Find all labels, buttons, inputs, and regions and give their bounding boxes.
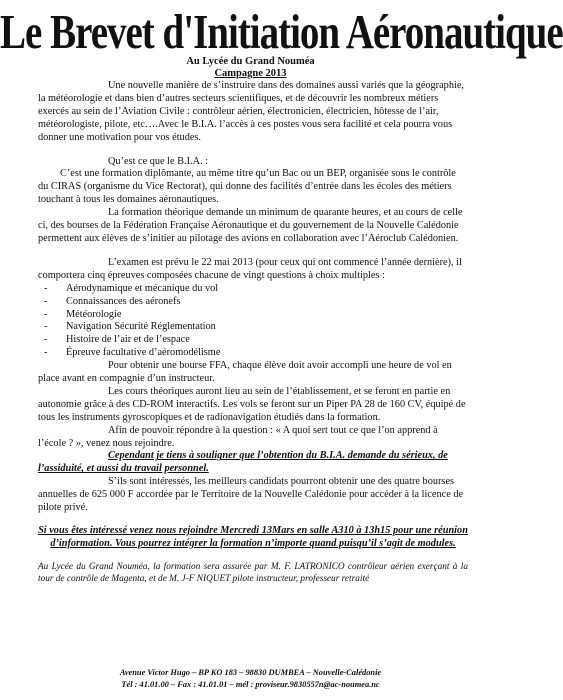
section-heading-what-is-bia: Qu’est ce que le B.I.A. : [108,155,209,167]
list-item: - Météorologie [44,309,468,322]
footer-contact: Tél : 41.01.00 – Fax : 41.01.01 – mél : proviseur.9830557n@ac-noumea.nc [121,679,380,689]
instructors-note: Au Lycée du Grand Nouméa, la formation sera assurée par M. F. LATRONICO contrôleur aérien exerçant à la tour de contrôle de Magenta, et de M. J-F NIQUET pilote instructeur, professeur retraité [38,561,468,584]
flyer-body [38,80,468,585]
list-item: - Navigation Sécurité Réglementation [44,321,468,334]
footer [0,667,501,690]
courses-paragraph: Les cours théoriques auront lieu au sein de l’établissement, et se feront en partie en autonomie grâce à des CD-ROM interactifs. Les vols se feront sur un Piper PA 28 de 160 CV, équipé de tous les instruments gyroscopiques et de radionavigation étudiés dans la formation. [38,385,466,423]
exam-subjects-list [38,283,468,360]
meeting-callout: Si vous êtes intéressé venez nous rejoindre Mercredi 13Mars en salle A310 à 13h15 pour une réunion d’information. Vous pourrez intégrer la formation n’importe quand puisqu’il s’agit de modules. [38,525,468,549]
list-item: - Connaissances des aéronefs [44,296,468,309]
scholarship-flight-paragraph: Pour obtenir une bourse FFA, chaque élève doit avoir accompli une heure de vol en place avant en compagnie d’un instructeur. [38,360,452,385]
emphasis-paragraph: Cependant je tiens à souligner que l’obtention du B.I.A. demande du sérieux, de l’assiduité, et aussi du travail personnel. [38,450,448,475]
footer-address: Avenue Victor Hugo – BP KO 183 – 98830 DUMBEA – Nouvelle-Calédonie [119,668,382,677]
list-item: - Épreuve facultative d’aéromodélisme [44,347,468,360]
page-title: Le Brevet d'Initiation Aéronautique [0,5,563,60]
school-name: Au Lycée du Grand Nouméa [186,56,315,67]
campaign-text: Campagne 2013 [214,68,287,79]
list-item: - Aérodynamique et mécanique du vol [44,283,468,296]
campaign-label [0,68,501,79]
definition-paragraph: C’est une formation diplômante, au même titre qu’un Bac ou un BEP, organisée sous le contrôle du CIRAS (organisme du Vice Rectorat), qui donne des facilités d’entrée dans les écoles des métiers touchant à tous les domaines aéronautiques. [38,168,456,206]
territory-scholarship-paragraph: S’ils sont intéressés, les meilleurs candidats pourront obtenir une des quatre bourses annuelles de 625 000 F accordée par le Territoire de la Nouvelle Calédonie pour accéder à la licence de pilote privé. [38,476,464,514]
intro-paragraph: Une nouvelle manière de s’instruire dans des domaines aussi variés que la géographie, la météorologie et dans bien d’autres secteurs scientifiques, et de découvrir les nombreux métiers exercés au sein de l’Aviation Civile : contrôleur aérien, électronicien, électricien, hôtesse de l’air, météorologiste, pilote, etc….Avec le B.I.A. l’accès à ces postes vous sera facilité et cela pourra vous donner une motivation pour vos études. [38,80,464,143]
training-paragraph: La formation théorique demande un minimum de quarante heures, et au cours de celle ci, des bourses de la Fédération Française Aéronautique et du gouvernement de la Nouvelle Calédonie permettent aux élèves de s’initier au pilotage des avions en collaboration avec l’Aéroclub Calédonien. [38,207,463,244]
list-item: - Histoire de l’air et de l’espace [44,334,468,347]
invitation-paragraph: Afin de pouvoir répondre à la question : « A quoi sert tout ce que l’on apprend à l’école ? », venez nous rejoindre. [38,424,438,449]
exam-paragraph: L’examen est prévu le 22 mai 2013 (pour ceux qui ont commencé l’année dernière), il comportera cinq épreuves composées chacune de vingt questions à choix multiples : [38,256,462,281]
